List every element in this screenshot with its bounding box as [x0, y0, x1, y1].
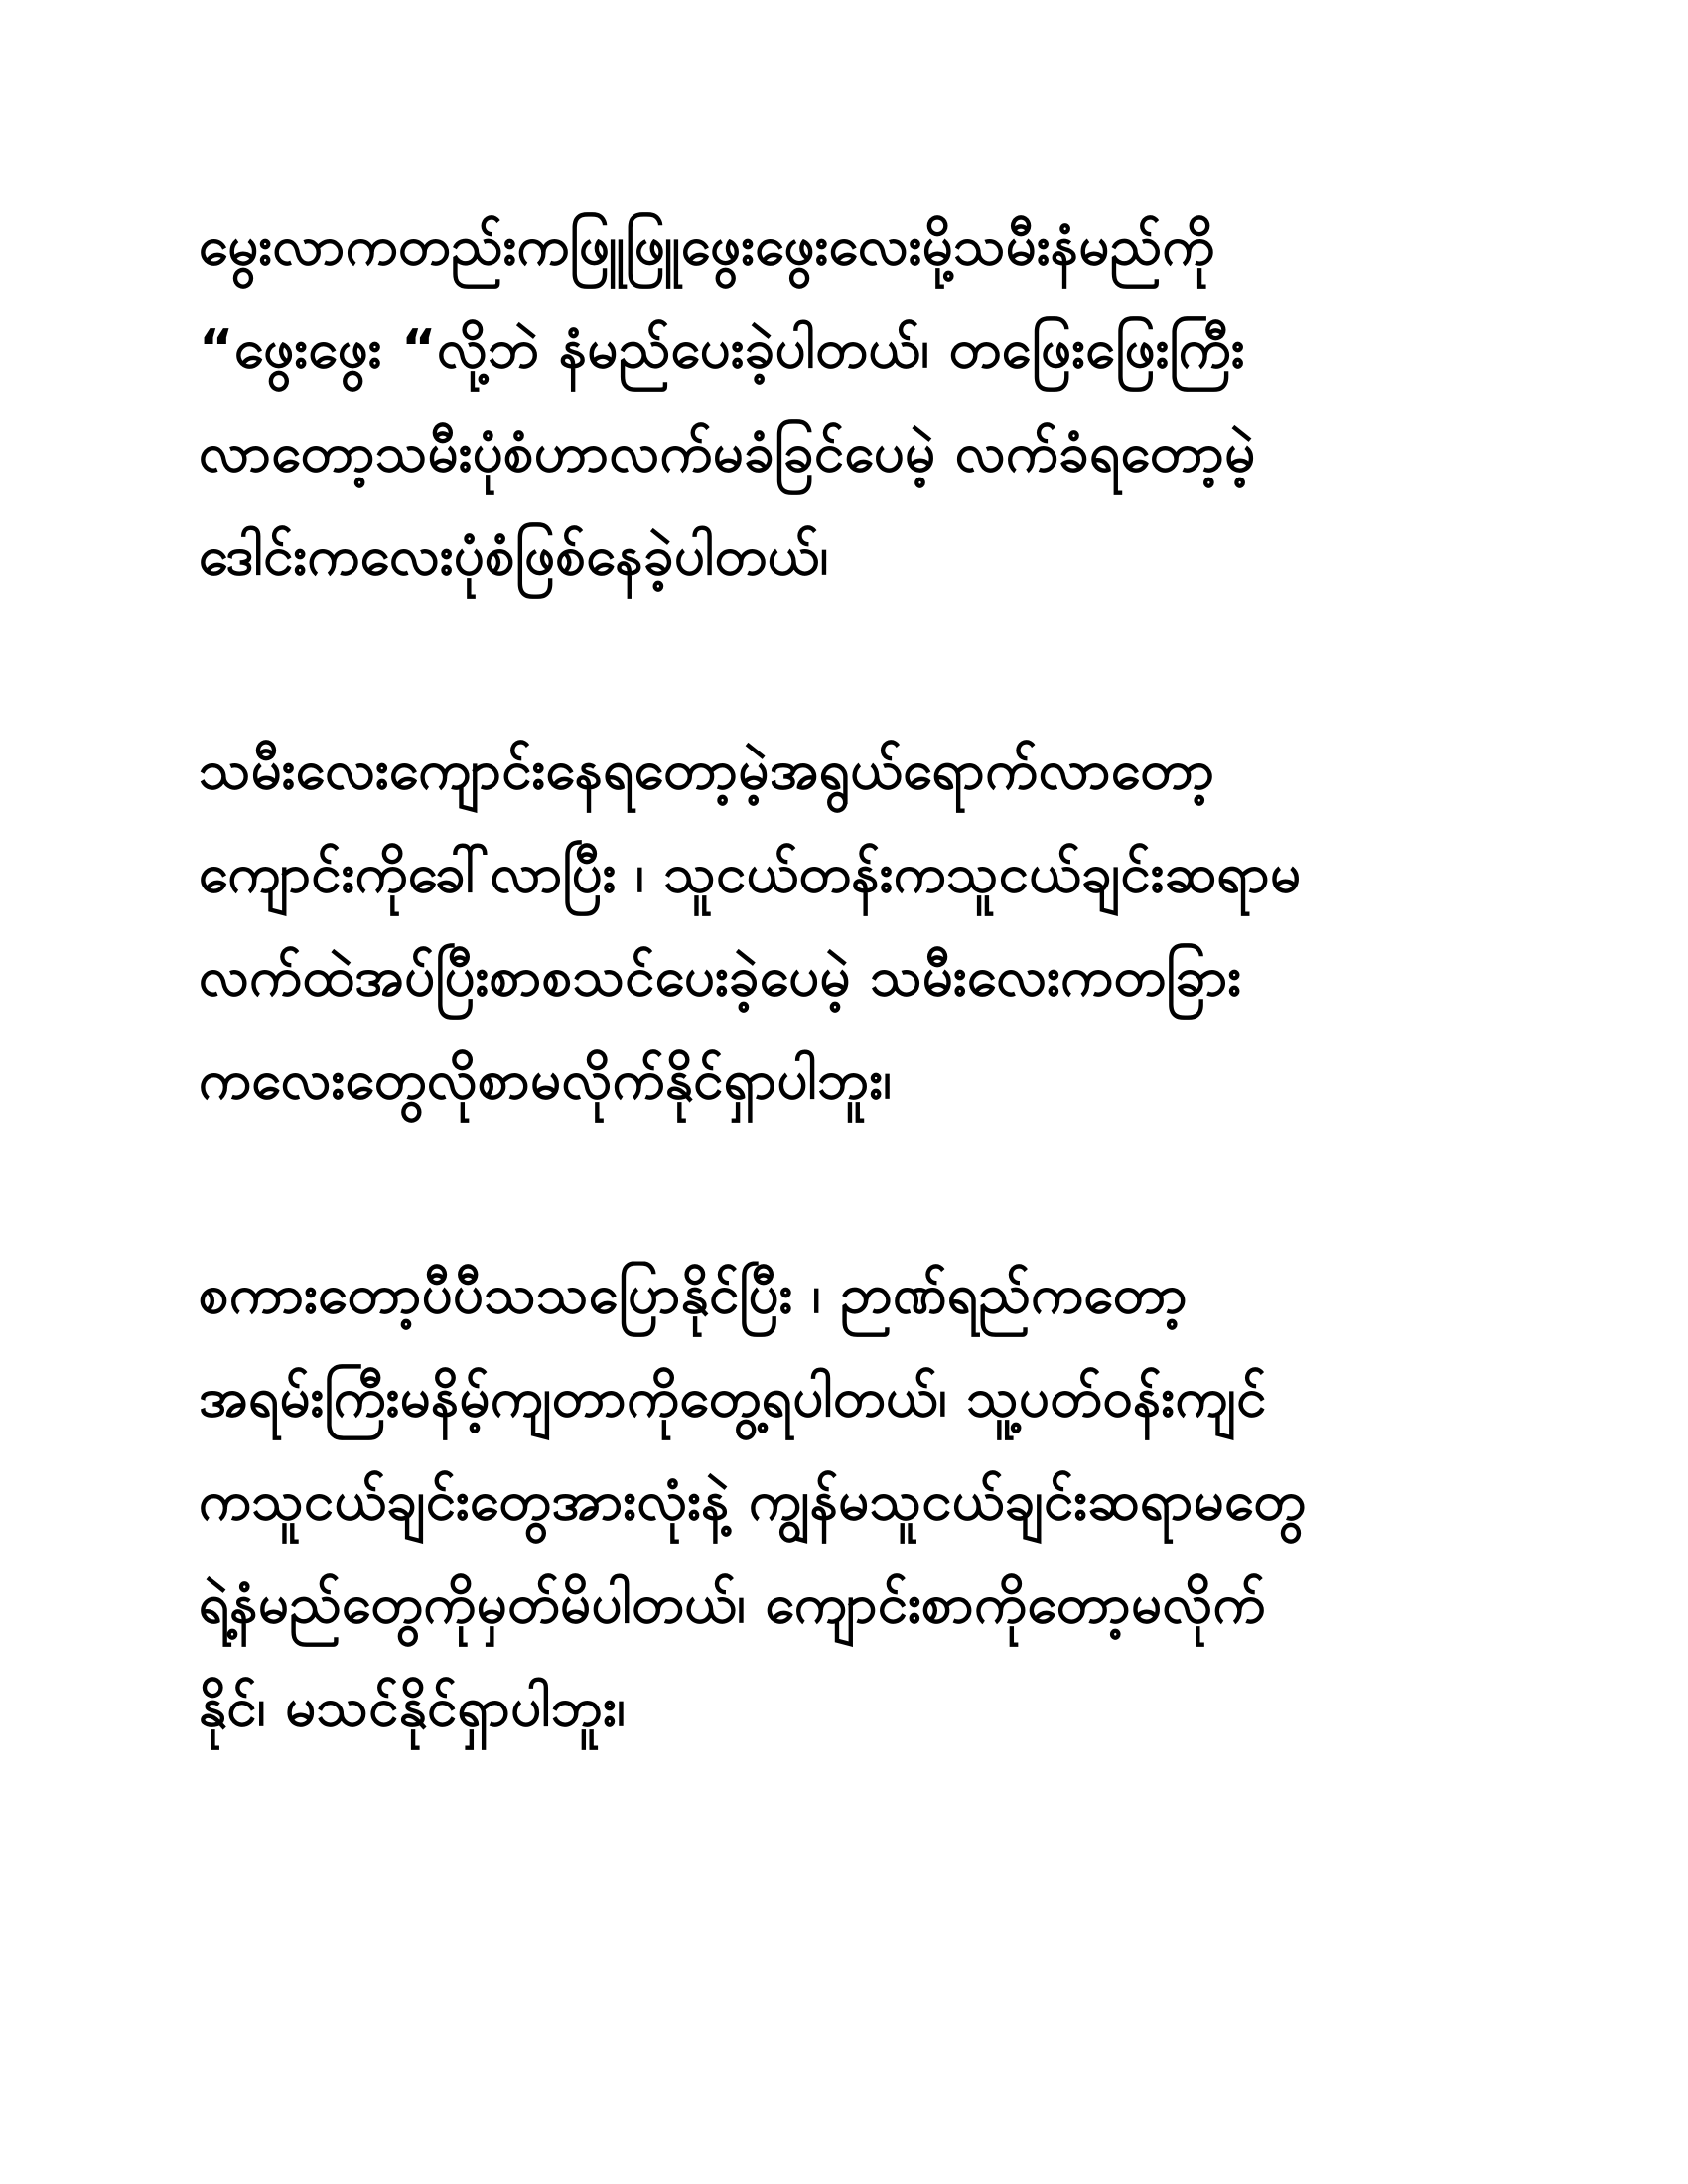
paragraph-line: ကလေးတွေလိုစာမလိုက်နိုင်ရှာပါဘူး၊ — [199, 1048, 893, 1111]
paragraph-line: အရမ်းကြီးမနိမ့်ကျတာကိုတွေ့ရပါတယ်၊ သူ့ပတ်ဝန်းကျင် — [199, 1366, 1267, 1429]
paragraph-line: စကားတော့ပီပီသသပြောနိုင်ပြီး ၊ ဉာဏ်ရည်ကတော့ — [199, 1263, 1189, 1325]
paragraph-line: ကသူငယ်ချင်းတွေအားလုံးနဲ့ ကျွန်မသူငယ်ချင်းဆရာမတွေ — [199, 1469, 1307, 1532]
paragraph-line: ရဲ့နံမည်တွေကိုမှတ်မိပါတယ်၊ ကျောင်းစာကိုတော့မလိုက် — [199, 1572, 1266, 1635]
paragraph-line: ဒေါင်းကလေးပုံစံဖြစ်နေခဲ့ပါတယ်၊ — [199, 524, 829, 587]
paragraph-1 — [199, 195, 1489, 608]
paragraph-line: “ဖွေးဖွေး “လို့ဘဲ နံမည်ပေးခဲ့ပါတယ်၊ တဖြေးဖြေးကြီး — [199, 318, 1245, 380]
paragraph-line: နိုင်၊ မသင်နိုင်ရှာပါဘူး၊ — [199, 1676, 627, 1738]
paragraph-line: မွေးလာကတည်းကဖြူဖြူဖွေးဖွေးလေးမို့သမီးနံမည်ကို — [199, 214, 1215, 277]
paragraph-line: လာတော့သမီးပုံစံဟာလက်မခံခြင်ပေမဲ့ လက်ခံရတော့မဲ့ — [199, 421, 1256, 483]
paragraph-3 — [199, 1243, 1489, 1759]
paragraph-2 — [199, 719, 1489, 1132]
paragraph-line: ကျောင်းကိုခေါ်လာပြီး ၊ သူငယ်တန်းကသူငယ်ချင်းဆရာမ — [199, 842, 1302, 904]
paragraph-line: လက်ထဲအပ်ပြီးစာစသင်ပေးခဲ့ပေမဲ့ သမီးလေးကတခြား — [199, 945, 1242, 1008]
paragraph-line: သမီးလေးကျောင်းနေရတော့မဲ့အရွယ်ရောက်လာတော့ — [199, 739, 1215, 801]
